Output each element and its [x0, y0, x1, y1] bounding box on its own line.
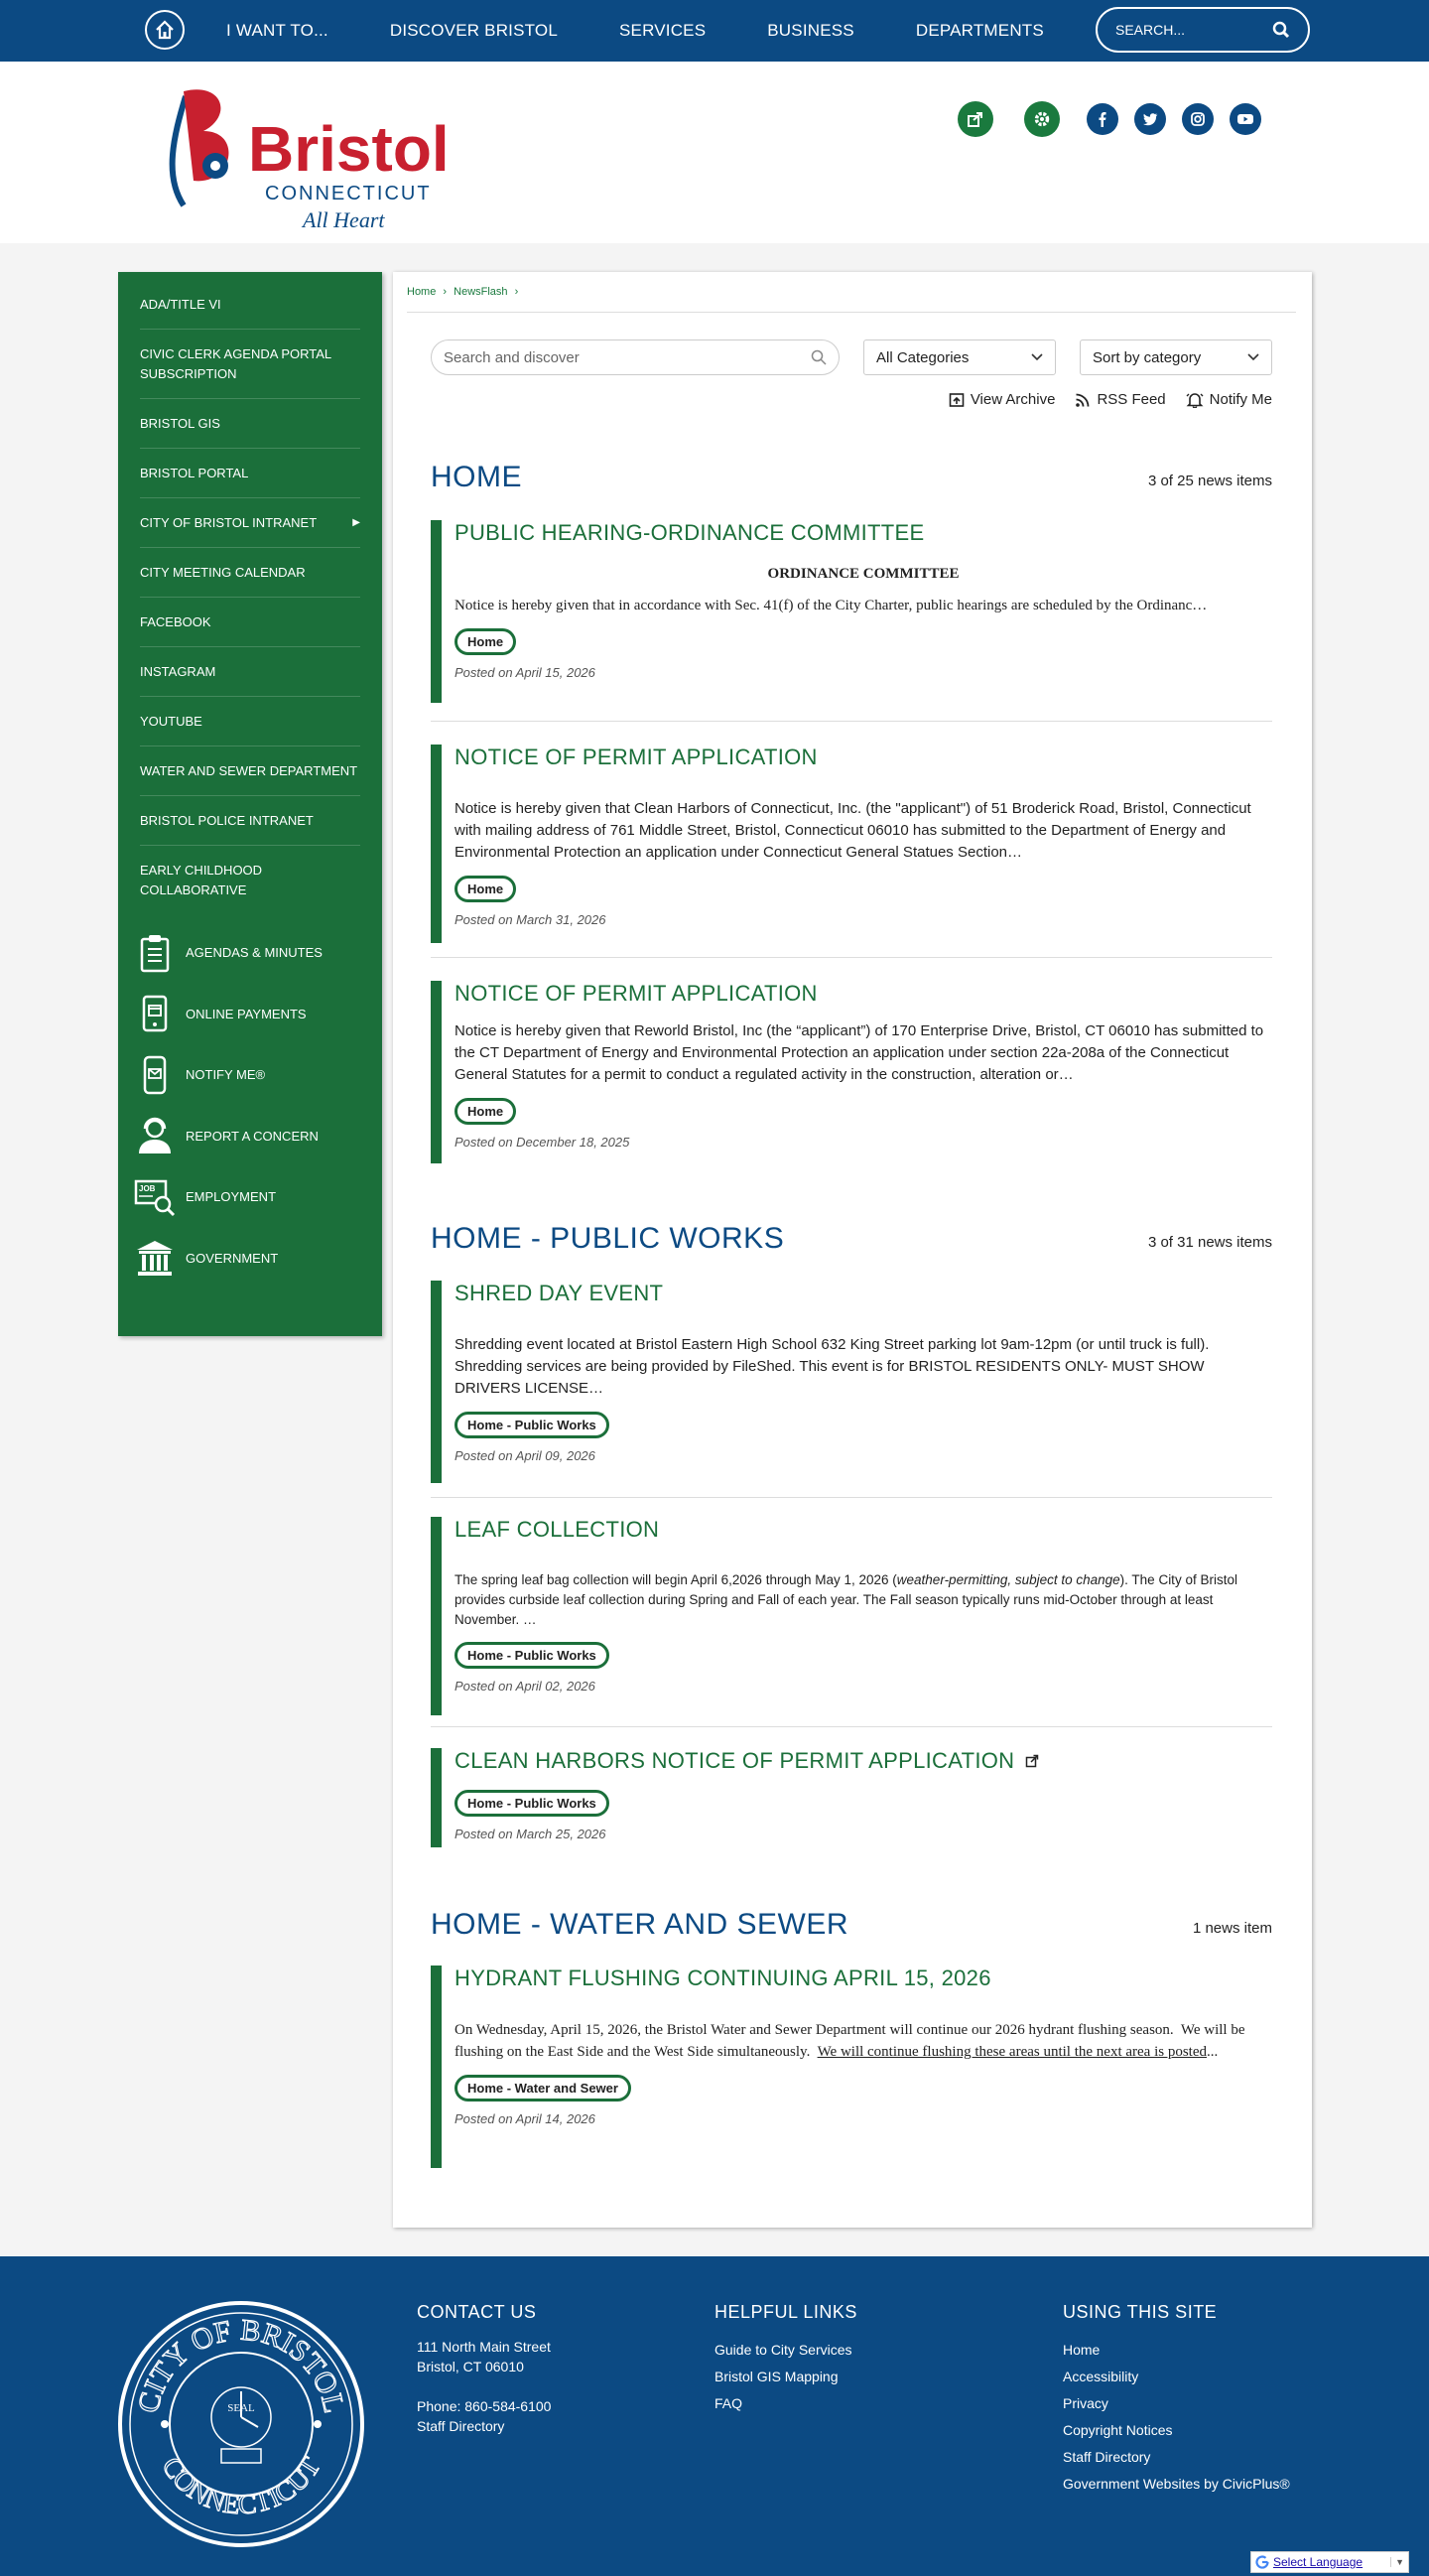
news-item-title[interactable]: LEAF COLLECTION [455, 1517, 660, 1542]
logo-word: Bristol [248, 113, 450, 185]
notify-me-label: Notify Me [1209, 391, 1272, 408]
sort-select[interactable] [1080, 339, 1272, 375]
sort-select-value: Sort by category [1093, 348, 1202, 366]
seal-center-text: SEAL [227, 2402, 255, 2414]
news-tools [929, 391, 1272, 408]
category-tag[interactable]: Home [455, 876, 516, 902]
quick-link-agendas[interactable] [118, 922, 382, 984]
posted-date: Posted on March 31, 2026 [455, 912, 606, 927]
sidebar-item-meeting-calendar[interactable]: CITY MEETING CALENDAR [140, 548, 360, 598]
sidebar [118, 272, 382, 1336]
youtube-link[interactable] [1230, 103, 1261, 135]
top-navigation [0, 0, 1429, 62]
logo-tagline: All Heart [303, 207, 385, 232]
nav-discover-bristol[interactable]: DISCOVER BRISTOL [389, 21, 558, 40]
quick-link-report[interactable] [118, 1106, 382, 1167]
section-title-water-sewer: HOME - WATER AND SEWER [431, 1908, 849, 1941]
footer-link-staff-directory[interactable]: Staff Directory [1063, 2449, 1151, 2465]
news-item [431, 745, 1272, 927]
news-item-title[interactable]: NOTICE OF PERMIT APPLICATION [455, 981, 818, 1006]
sidebar-item-civic-clerk[interactable]: CIVIC CLERK AGENDA PORTAL SUBSCRIPTION [140, 330, 360, 399]
news-item-body: Shredding event located at Bristol Eastern High School 632 King Street parking lot 9am-12pm (or until truck is full). Shredding services are being provided by FileShed. This event is for BRISTOL RESIDENTS ONLY- MUST SHOW DRIVERS LICENSE… [455, 1336, 1210, 1397]
seal-bottom-text: CONNECTICUT [155, 2452, 327, 2521]
job-search-icon [132, 1174, 178, 1220]
body-text: ... [1207, 2044, 1219, 2060]
news-search [431, 339, 840, 375]
news-search-input[interactable] [444, 349, 811, 366]
news-item [431, 1966, 1272, 2126]
twitter-link[interactable] [1134, 103, 1166, 135]
footer-helpful-links [714, 2302, 857, 2417]
share-button[interactable] [958, 101, 993, 137]
logo-state: CONNECTICUT [265, 183, 432, 204]
gear-icon [1033, 110, 1051, 128]
home-button[interactable] [145, 10, 185, 50]
news-item-body [455, 1570, 1272, 1630]
sidebar-links [118, 272, 382, 914]
footer-contact-heading: CONTACT US [417, 2302, 537, 2322]
site-search [1096, 7, 1310, 53]
sidebar-item-youtube[interactable]: YOUTUBE [140, 697, 360, 746]
twitter-icon [1142, 111, 1158, 127]
posted-date: Posted on December 18, 2025 [455, 1135, 630, 1150]
quick-link-label: EMPLOYMENT [186, 1189, 277, 1205]
sidebar-item-ada[interactable]: ADA/TITLE VI [140, 280, 360, 330]
news-item [431, 1281, 1272, 1463]
quick-link-label: AGENDAS & MINUTES [186, 945, 323, 961]
person-headset-icon [132, 1113, 178, 1158]
quick-link-employment[interactable] [118, 1166, 382, 1228]
posted-date: Posted on April 15, 2026 [455, 665, 595, 680]
svg-text:JOB: JOB [139, 1183, 156, 1193]
category-select[interactable] [863, 339, 1056, 375]
item-divider [431, 1497, 1272, 1498]
main-content [393, 272, 1312, 2228]
breadcrumb-newsflash[interactable]: NewsFlash [454, 286, 508, 298]
section-title-public-works: HOME - PUBLIC WORKS [431, 1222, 785, 1255]
quick-link-government[interactable] [118, 1228, 382, 1289]
category-tag[interactable]: Home [455, 1098, 516, 1125]
news-item-title[interactable]: SHRED DAY EVENT [455, 1281, 664, 1305]
section-title-home: HOME [431, 461, 522, 493]
footer-link-gis[interactable]: Bristol GIS Mapping [714, 2369, 839, 2384]
news-item [431, 1748, 1272, 1841]
youtube-icon [1236, 112, 1254, 126]
rss-feed-label: RSS Feed [1097, 391, 1166, 408]
external-link-icon [1025, 1754, 1039, 1768]
category-tag[interactable]: Home - Public Works [455, 1642, 609, 1669]
body-text: On Wednesday, April 15, 2026, the Bristol Water and Sewer Department will continue our 2026 hydrant flushing season. We will be flushing on the East Side and the West Side simultaneously. [455, 2022, 1249, 2060]
instagram-icon [1190, 111, 1206, 127]
sidebar-item-intranet[interactable] [140, 498, 360, 548]
footer-link-privacy[interactable]: Privacy [1063, 2395, 1108, 2411]
category-tag[interactable]: Home - Public Works [455, 1412, 609, 1438]
sidebar-item-police-intranet[interactable]: BRISTOL POLICE INTRANET [140, 796, 360, 846]
posted-date: Posted on April 09, 2026 [455, 1448, 595, 1463]
news-item-title[interactable]: NOTICE OF PERMIT APPLICATION [455, 745, 818, 769]
quick-link-label: NOTIFY ME® [186, 1067, 266, 1083]
quick-link-label: REPORT A CONCERN [186, 1128, 319, 1144]
news-item-body: Notice is hereby given that Clean Harbors of Connecticut, Inc. (the "applicant") of 51 Broderick Road, Bristol, Connecticut with mailing address of 761 Middle Street, Bristol, Connecticut 06010 has submitted to the Department of Energy and Environmental Protection an application under Connecticut General Statues Section… [455, 800, 1251, 861]
city-seal [117, 2300, 365, 2553]
footer-link-faq[interactable]: FAQ [714, 2395, 743, 2411]
seal-top-text: CITY OF BRISTOL [131, 2313, 351, 2416]
quick-link-notify[interactable] [118, 1044, 382, 1106]
category-tag[interactable]: Home - Public Works [455, 1790, 609, 1817]
news-item [431, 981, 1272, 1150]
item-accent-bar [431, 1748, 442, 1847]
footer-using-heading: USING THIS SITE [1063, 2302, 1218, 2322]
item-divider [431, 721, 1272, 722]
sidebar-item-early-childhood[interactable]: EARLY CHILDHOOD COLLABORATIVE [140, 863, 263, 897]
posted-date: Posted on March 25, 2026 [455, 1827, 606, 1841]
google-icon [1255, 2555, 1269, 2569]
sidebar-item-bristol-portal[interactable]: BRISTOL PORTAL [140, 449, 360, 498]
sidebar-item-instagram[interactable]: INSTAGRAM [140, 647, 360, 697]
footer-link-accessibility[interactable]: Accessibility [1063, 2369, 1139, 2384]
quick-link-label: ONLINE PAYMENTS [186, 1006, 307, 1021]
view-archive-link[interactable] [949, 391, 1056, 408]
site-footer [0, 2256, 1429, 2576]
news-item-body [455, 2019, 1272, 2063]
rss-icon [1075, 392, 1091, 408]
news-item-body: Notice is hereby given that Reworld Bristol, Inc (the “applicant”) of 170 Enterprise Drive, Bristol, CT 06010 has submitted to the CT Department of Energy and Environmental Protection an application under section 22a-208a of the Connecticut General Statutes for a permit to conduct a regulated activity in the construction, alteration or… [455, 1022, 1264, 1083]
dropdown-arrow-icon[interactable]: ▼ [1390, 2557, 1404, 2567]
breadcrumb-separator: › [443, 286, 448, 298]
news-item-title[interactable]: PUBLIC HEARING-ORDINANCE COMMITTEE [455, 520, 925, 545]
breadcrumb [407, 286, 522, 298]
category-select-value: All Categories [876, 348, 970, 366]
bristol-logo[interactable] [154, 76, 471, 240]
search-icon[interactable] [1272, 21, 1290, 39]
facebook-icon [1095, 111, 1110, 127]
search-icon[interactable] [811, 349, 827, 365]
nav-services[interactable]: SERVICES [619, 21, 707, 40]
item-accent-bar [431, 1281, 442, 1483]
quick-link-payments[interactable] [118, 984, 382, 1045]
payment-icon [132, 991, 178, 1036]
nav-departments[interactable]: DEPARTMENTS [915, 21, 1044, 40]
site-search-input[interactable] [1115, 22, 1264, 38]
item-divider [431, 1726, 1272, 1727]
body-text: ). The City of Bristol provides curbside leaf collection during Spring and Fall of each year. The Fall season typically runs mid-October through at least November. … [455, 1572, 1237, 1627]
expand-arrow-icon[interactable]: ▶ [352, 517, 360, 528]
footer-address-line2: Bristol, CT 06010 [417, 2359, 524, 2374]
sidebar-item-facebook[interactable]: FACEBOOK [140, 598, 360, 647]
footer-link-copyright[interactable]: Copyright Notices [1063, 2422, 1173, 2438]
item-accent-bar [431, 1966, 442, 2168]
archive-icon [949, 392, 965, 408]
footer-helpful-heading: HELPFUL LINKS [714, 2302, 857, 2322]
news-item-title[interactable]: HYDRANT FLUSHING CONTINUING APRIL 15, 2026 [455, 1966, 991, 1990]
main-nav-links [226, 0, 1105, 62]
footer-link-civicplus[interactable]: Government Websites by CivicPlus® [1063, 2476, 1290, 2492]
sidebar-item-label: CITY OF BRISTOL INTRANET [140, 515, 318, 530]
building-icon [132, 1235, 178, 1281]
item-accent-bar [431, 520, 442, 703]
bell-icon [1186, 392, 1204, 408]
posted-date: Posted on April 14, 2026 [455, 2111, 595, 2126]
quick-links [118, 922, 382, 1288]
quick-link-label: GOVERNMENT [186, 1250, 279, 1266]
section-count-water-sewer: 1 news item [1192, 1920, 1272, 1937]
category-tag[interactable]: Home - Water and Sewer [455, 2075, 631, 2101]
site-header [0, 62, 1429, 243]
section-count-home: 3 of 25 news items [1147, 473, 1272, 489]
clipboard-icon [132, 930, 178, 976]
settings-button[interactable] [1024, 101, 1060, 137]
news-item-body: Notice is hereby given that in accordance with Sec. 41(f) of the City Charter, public hearings are scheduled by the Ordinanc… [455, 598, 1208, 613]
body-italic-text: weather-permitting, subject to change [896, 1572, 1120, 1587]
footer-link-home[interactable]: Home [1063, 2342, 1101, 2358]
breadcrumb-home[interactable]: Home [407, 286, 437, 298]
footer-using-site [1063, 2302, 1290, 2498]
rss-feed-link[interactable] [1075, 391, 1165, 408]
instagram-link[interactable] [1182, 103, 1214, 135]
chevron-down-icon [1031, 353, 1043, 361]
footer-contact [417, 2302, 551, 2436]
category-tag[interactable]: Home [455, 628, 516, 655]
news-item [431, 520, 1272, 680]
item-divider [431, 957, 1272, 958]
news-item [431, 1517, 1272, 1694]
home-icon [155, 20, 175, 40]
item-accent-bar [431, 981, 442, 1163]
footer-phone: Phone: 860-584-6100 [417, 2398, 552, 2414]
view-archive-label: View Archive [970, 391, 1056, 408]
item-accent-bar [431, 1517, 442, 1715]
section-count-public-works: 3 of 31 news items [1147, 1234, 1272, 1251]
sidebar-item-water-sewer[interactable]: WATER AND SEWER DEPARTMENT [140, 746, 360, 796]
google-translate-widget[interactable] [1250, 2551, 1409, 2573]
facebook-link[interactable] [1087, 103, 1118, 135]
notify-me-link[interactable] [1186, 391, 1272, 408]
breadcrumb-separator: › [514, 286, 519, 298]
body-text: The spring leaf bag collection will begin April 6,2026 through May 1, 2026 ( [455, 1572, 897, 1587]
sidebar-item-bristol-gis[interactable]: BRISTOL GIS [140, 399, 360, 449]
chevron-down-icon [1247, 353, 1259, 361]
select-language-link[interactable]: Select Language [1273, 2555, 1364, 2569]
item-accent-bar [431, 745, 442, 943]
news-item-title-text: CLEAN HARBORS NOTICE OF PERMIT APPLICATION [455, 1748, 1015, 1773]
news-item-title[interactable] [455, 1748, 1272, 1774]
posted-date: Posted on April 02, 2026 [455, 1679, 595, 1694]
phone-mail-icon [132, 1052, 178, 1098]
breadcrumb-divider [407, 312, 1296, 313]
footer-staff-directory[interactable]: Staff Directory [417, 2418, 505, 2434]
nav-business[interactable]: BUSINESS [767, 21, 854, 40]
share-icon [967, 110, 984, 128]
body-underlined-text: We will continue flushing these areas until the next area is posted [817, 2044, 1208, 2060]
nav-i-want-to[interactable]: I WANT TO... [226, 21, 328, 40]
footer-link-guide[interactable]: Guide to City Services [714, 2342, 852, 2358]
news-item-subhead: ORDINANCE COMMITTEE [767, 566, 960, 582]
footer-address-line1: 111 North Main Street [417, 2339, 551, 2355]
